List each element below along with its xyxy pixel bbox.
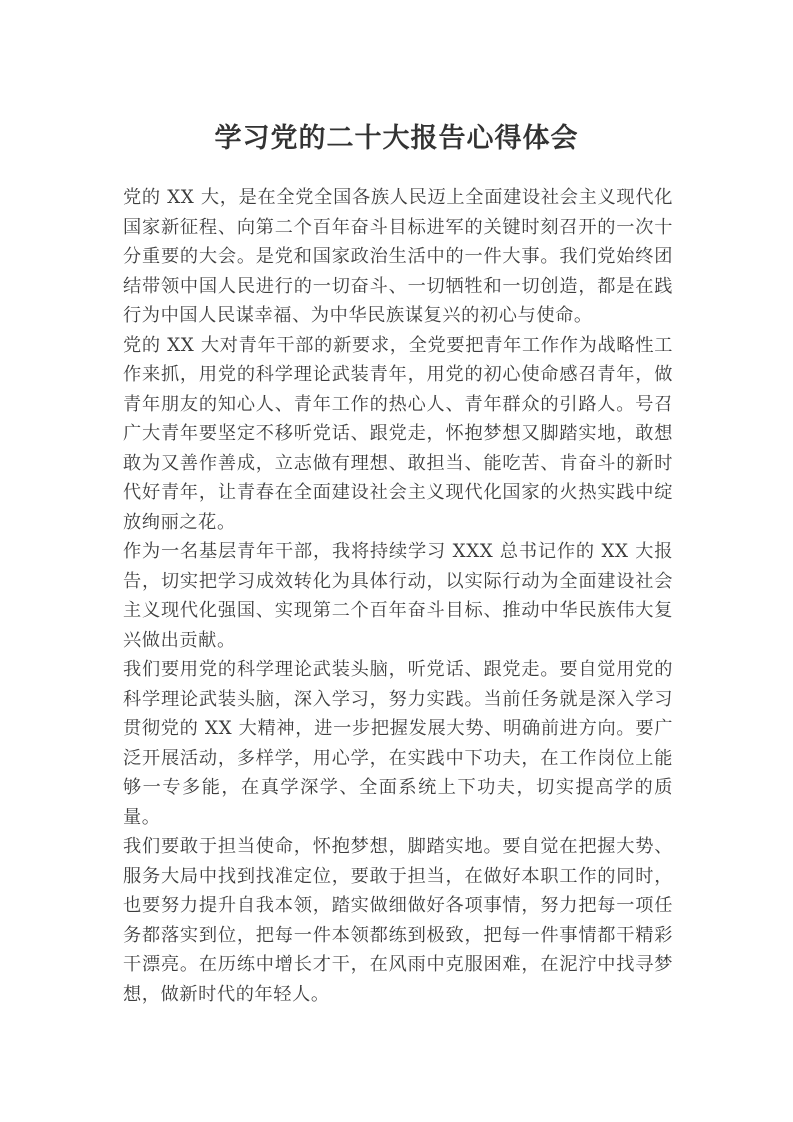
paragraph-1: 党的 XX 大，是在全党全国各族人民迈上全面建设社会主义现代化国家新征程、向第二个百年奋斗目标进军的关键时刻召开的一次十分重要的大会。是党和国家政治生活中的一件大事。我们党始终团结带领中国人民进行的一切奋斗、一切牺牲和一切创造，都是在践行为中国人民谋幸福、为中华民族谋复兴的初心与使命。 [123,187,673,326]
paragraph-5: 我们要敢于担当使命，怀抱梦想，脚踏实地。要自觉在把握大势、服务大局中找到找准定位，要敢于担当，在做好本职工作的同时，也要努力提升自我本领，踏实做细做好各项事情，努力把每一项任务都落实到位，把每一件本领都练到极致，把每一件事情都干精彩干漂亮。在历练中增长才干，在风雨中克服困难，在泥泞中找寻梦想，做新时代的年轻人。 [123,836,673,1005]
paragraph-3: 作为一名基层青年干部，我将持续学习 XXX 总书记作的 XX 大报告，切实把学习成效转化为具体行动，以实际行动为全面建设社会主义现代化强国、实现第二个百年奋斗目标、推动中华民族伟大复兴做出贡献。 [123,541,673,651]
document-body [123,183,673,1009]
paragraph-2: 党的 XX 大对青年干部的新要求，全党要把青年工作作为战略性工作来抓，用党的科学理论武装青年，用党的初心使命感召青年，做青年朋友的知心人、青年工作的热心人、青年群众的引路人。号召广大青年要坚定不移听党话、跟党走，怀抱梦想又脚踏实地，敢想敢为又善作善成，立志做有理想、敢担当、能吃苦、肯奋斗的新时代好青年，让青春在全面建设社会主义现代化国家的火热实践中绽放绚丽之花。 [123,334,673,533]
document-title: 学习党的二十大报告心得体会 [214,123,579,154]
paragraph-4: 我们要用党的科学理论武装头脑，听党话、跟党走。要自觉用党的科学理论武装头脑，深入学习，努力实践。当前任务就是深入学习贯彻党的 XX 大精神，进一步把握发展大势、明确前进方向。要广泛开展活动，多样学，用心学，在实践中下功夫，在工作岗位上能够一专多能，在真学深学、全面系统上下功夫，切实提高学的质量。 [123,659,673,828]
